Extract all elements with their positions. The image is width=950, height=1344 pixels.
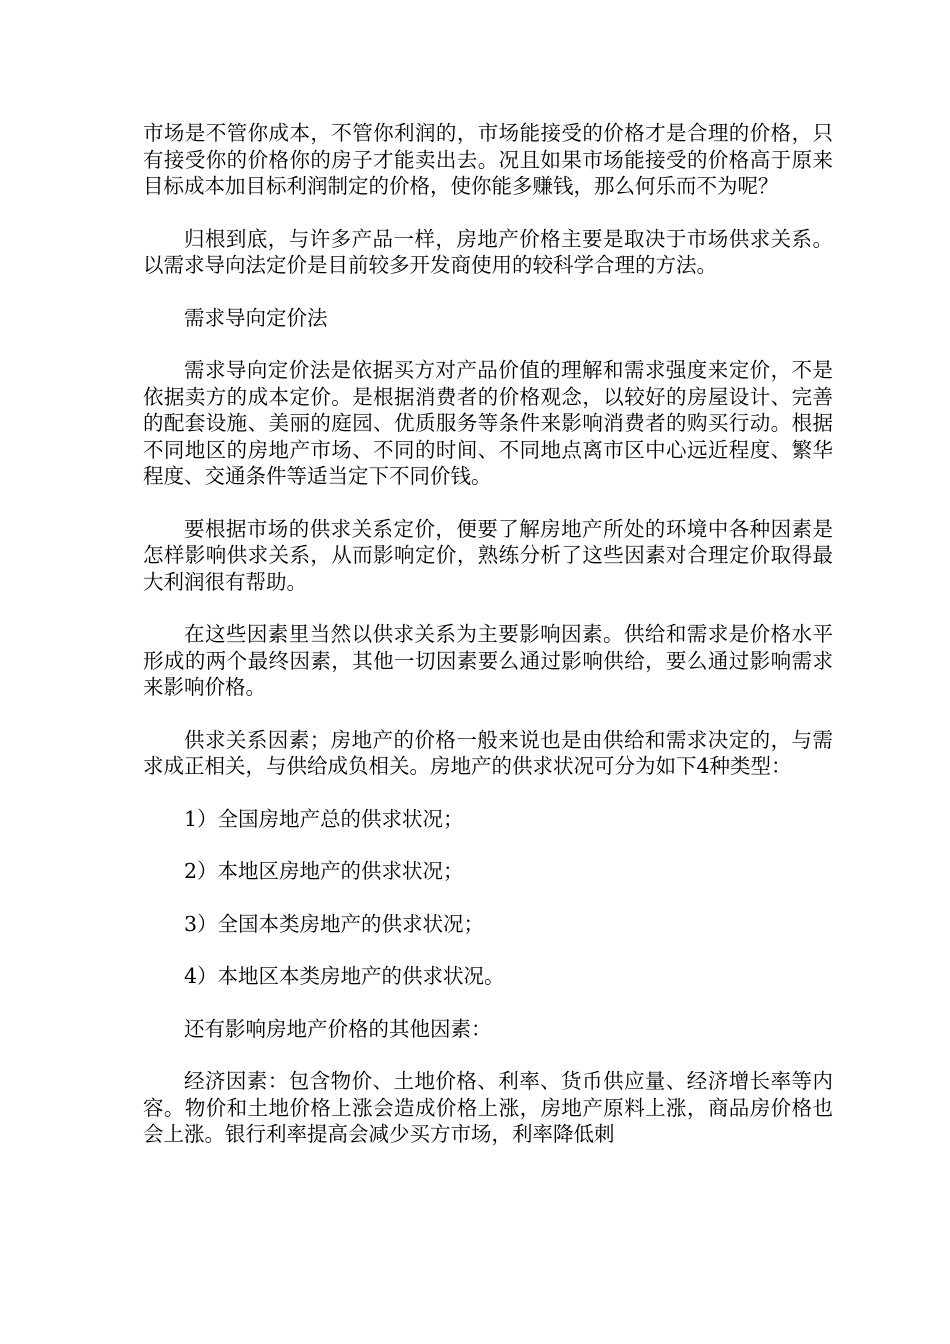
document-page (143, 120, 833, 1174)
list-item: 1）全国房地产总的供求状况； (184, 806, 464, 831)
paragraph-market-acceptance: 市场是不管你成本，不管你利润的，市场能接受的价格才是合理的价格，只有接受你的价格你的房子才能卖出去。况且如果市场能接受的价格高于原来目标成本加目标利润制定的价格，使你能多赚钱，那么何乐而不为呢？ (143, 121, 833, 198)
list-item: 2）本地区房地产的供求状况； (184, 859, 464, 883)
paragraph-demand-pricing-definition: 需求导向定价法是依据买方对产品价值的理解和需求强度来定价，不是依据卖方的成本定价。是根据消费者的价格观念，以较好的房屋设计、完善的配套设施、美丽的庭园、优质服务等条件来影响消费者的购买行动。根据不同地区的房地产市场、不同的时间、不同地点离市区中心远近程度、繁华程度、交通条件等适当定下不同价钱。 (143, 358, 833, 488)
paragraph-economic-factors: 经济因素：包含物价、土地价格、利率、货币供应量、经济增长率等内容。物价和土地价格上涨会造成价格上涨，房地产原料上涨，商品房价格也会上涨。银行利率提高会减少买方市场，利率降低刺 (143, 1069, 833, 1146)
section-heading-demand-pricing: 需求导向定价法 (184, 305, 328, 330)
paragraph-supply-demand-types: 供求关系因素；房地产的价格一般来说也是由供给和需求决定的，与需求成正相关，与供给成负相关。房地产的供求状况可分为如下4种类型： (143, 727, 833, 778)
list-item: 3）全国本类房地产的供求状况； (184, 911, 485, 936)
paragraph-other-factors-intro: 还有影响房地产价格的其他因素： (184, 1016, 492, 1041)
paragraph-main-factor: 在这些因素里当然以供求关系为主要影响因素。供给和需求是价格水平形成的两个最终因素，其他一切因素要么通过影响供给，要么通过影响需求来影响价格。 (143, 622, 833, 699)
paragraph-environment-factors: 要根据市场的供求关系定价，便要了解房地产所处的环境中各种因素是怎样影响供求关系，从而影响定价，熟练分析了这些因素对合理定价取得最大利润很有帮助。 (143, 516, 833, 594)
list-item: 4）本地区本类房地产的供求状况。 (184, 964, 505, 988)
paragraph-supply-demand-summary: 归根到底，与许多产品一样，房地产价格主要是取决于市场供求关系。以需求导向法定价是目前较多开发商使用的较科学合理的方法。 (143, 226, 833, 277)
